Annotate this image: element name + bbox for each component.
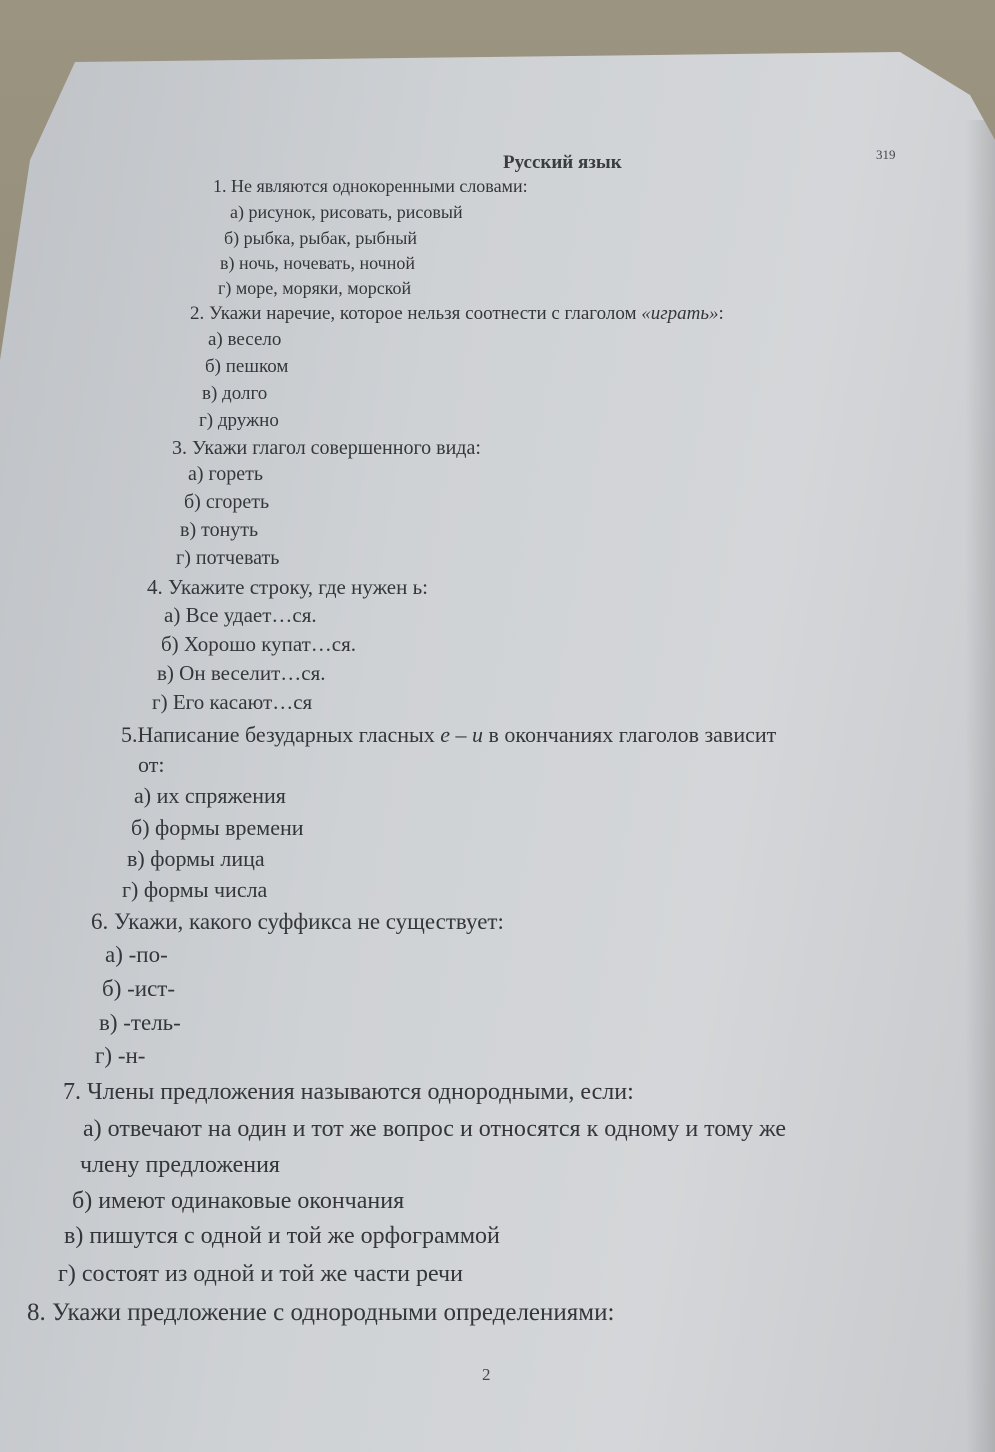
option-7b: б) имеют одинаковые окончания — [72, 1188, 405, 1214]
page-title: Русский язык — [503, 152, 622, 173]
option-7a-continuation: членy предложения — [80, 1152, 280, 1178]
option-5c: в) формы лица — [127, 846, 265, 871]
option-5b: б) формы времени — [131, 815, 304, 840]
option-6c: в) -тель- — [99, 1010, 181, 1035]
option-4a: а) Все удает…ся. — [164, 603, 317, 627]
option-5a: а) их спряжения — [134, 783, 286, 808]
option-3d: г) потчевать — [176, 547, 280, 569]
option-6b: б) -ист- — [102, 976, 175, 1001]
question-5-vowels: е – и — [440, 722, 484, 747]
option-4c: в) Он веселит…ся. — [157, 661, 326, 685]
question-5-text-end: в окончаниях глаголов зависит — [483, 722, 777, 747]
question-5-continuation: от: — [138, 752, 165, 777]
question-4: 4. Укажите строку, где нужен ь: — [147, 575, 429, 599]
option-1d: г) море, моряки, морской — [218, 278, 412, 298]
option-2d: г) дружно — [199, 410, 279, 431]
option-6a: а) -по- — [105, 942, 168, 967]
question-8: 8. Укажи предложение с однородными определениями: — [27, 1299, 615, 1326]
question-3: 3. Укажи глагол совершенного вида: — [172, 437, 481, 459]
question-2-colon: : — [718, 303, 724, 324]
option-7c: в) пишутся с одной и той же орфограммой — [64, 1223, 500, 1249]
page-edge-shadow — [965, 120, 995, 1452]
option-3b: б) сгореть — [184, 491, 270, 513]
option-1c: в) ночь, ночевать, ночной — [220, 253, 415, 273]
option-2a: а) весело — [208, 329, 282, 350]
option-3c: в) тонуть — [180, 519, 259, 541]
option-3a: а) гореть — [188, 463, 263, 485]
question-2-text: 2. Укажи наречие, которое нельзя соотнести с глаголом — [190, 303, 642, 324]
question-2-verb: «играть» — [641, 303, 719, 324]
question-6: 6. Укажи, какого суффикса не существует: — [91, 909, 504, 934]
question-5 — [121, 724, 776, 746]
question-1: 1. Не являются однокоренными словами: — [213, 176, 528, 196]
page-number-top: 319 — [876, 147, 896, 162]
option-1b: б) рыбка, рыбак, рыбный — [224, 228, 417, 248]
option-6d: г) -н- — [95, 1043, 146, 1068]
option-4b: б) Хорошо купат…ся. — [161, 632, 357, 656]
option-4d: г) Его касают…ся — [152, 690, 313, 714]
option-2b: б) пешком — [205, 356, 289, 377]
page-number-bottom: 2 — [482, 1365, 491, 1384]
question-2 — [190, 304, 724, 323]
option-2c: в) долго — [202, 383, 268, 404]
option-7d: г) состоят из одной и той же части речи — [58, 1261, 463, 1287]
question-7: 7. Члены предложения называются однородными, если: — [63, 1079, 634, 1105]
option-7a: а) отвечают на один и тот же вопрос и относятся к одному и тому же — [83, 1116, 786, 1142]
option-1a: а) рисунок, рисовать, рисовый — [230, 202, 463, 222]
option-5d: г) формы числа — [122, 877, 268, 902]
question-5-text: 5.Написание безударных гласных — [121, 722, 441, 747]
